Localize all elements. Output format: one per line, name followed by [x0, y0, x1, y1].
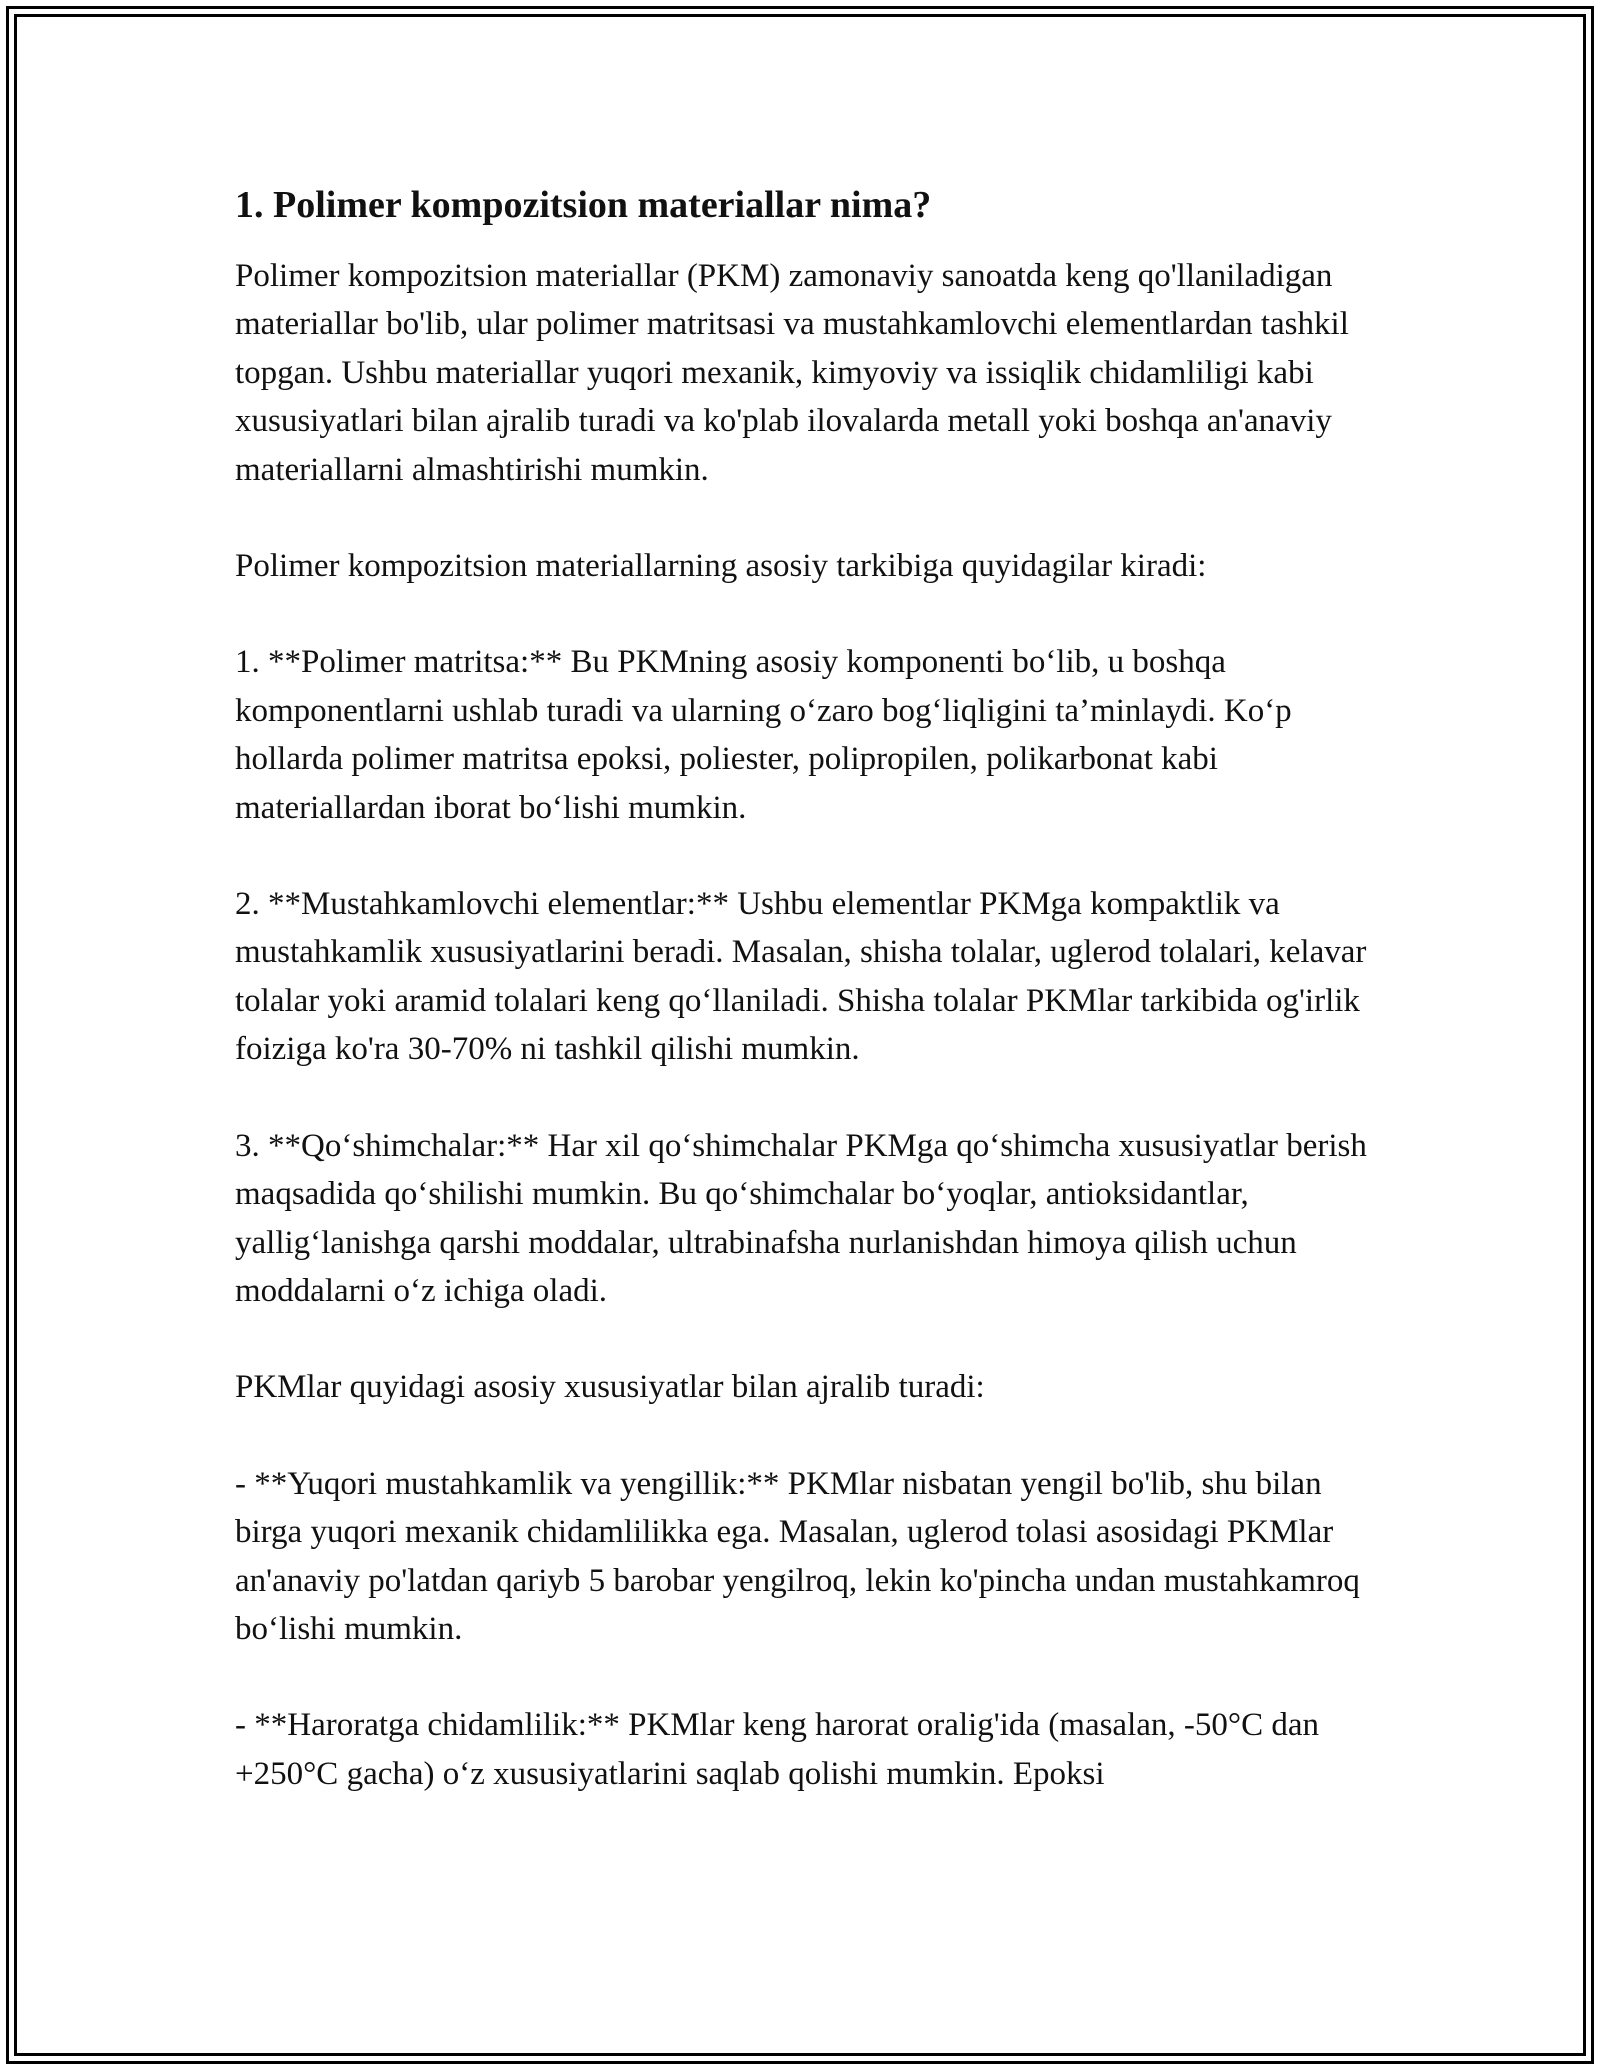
list-item-polymer-matrix: 1. **Polimer matritsa:** Bu PKMning asosiy komponenti bo‘lib, u boshqa komponentlarni ushlab turadi va ularning o‘zaro bog‘liqligini ta’minlaydi. Ko‘p hollarda polimer matritsa epoksi, poliester, polipropilen, polikarbonat kabi materiallardan iborat bo‘lishi mumkin. — [235, 644, 1292, 826]
list-item-strength-lightness: - **Yuqori mustahkamlik va yengillik:** PKMlar nisbatan yengil bo'lib, shu bilan birga yuqori mexanik chidamlilikka ega. Masalan, uglerod tolasi asosidagi PKMlar an'anaviy po'latdan qariyb 5 barobar yengilroq, lekin ko'pincha undan mustahkamroq bo‘lishi mumkin. — [235, 1465, 1360, 1647]
section-heading: 1. Polimer kompozitsion materiallar nima? — [235, 184, 932, 226]
paragraph-properties-lead: PKMlar quyidagi asosiy xususiyatlar bilan ajralib turadi: — [235, 1369, 985, 1406]
list-item-heat-resistance: - **Haroratga chidamlilik:** PKMlar keng harorat oralig'ida (masalan, -50°C dan +250°C gacha) o‘z xususiyatlarini saqlab qolishi mumkin. Epoksi — [235, 1707, 1319, 1792]
document-body — [235, 180, 1370, 1846]
paragraph-intro: Polimer kompozitsion materiallar (PKM) zamonaviy sanoatda keng qo'llaniladigan materiallar bo'lib, ular polimer matritsasi va mustahkamlovchi elementlardan tashkil topgan. Ushbu materiallar yuqori mexanik, kimyoviy va issiqlik chidamliligi kabi xususiyatlari bilan ajralib turadi va ko'plab ilovalarda metall yoki boshqa an'anaviy materiallarni almashtirishi mumkin. — [235, 258, 1349, 488]
paragraph-composition-lead: Polimer kompozitsion materiallarning asosiy tarkibiga quyidagilar kiradi: — [235, 548, 1207, 585]
list-item-additives: 3. **Qo‘shimchalar:** Har xil qo‘shimchalar PKMga qo‘shimcha xususiyatlar berish maqsadida qo‘shilishi mumkin. Bu qo‘shimchalar bo‘yoqlar, antioksidantlar, yallig‘lanishga qarshi moddalar, ultrabinafsha nurlanishdan himoya qilish uchun moddalarni o‘z ichiga oladi. — [235, 1127, 1367, 1309]
list-item-reinforcing-elements: 2. **Mustahkamlovchi elementlar:** Ushbu elementlar PKMga kompaktlik va mustahkamlik xususiyatlarini beradi. Masalan, shisha tolalar, uglerod tolalari, kelavar tolalar yoki aramid tolalari keng qo‘llaniladi. Shisha tolalar PKMlar tarkibida og'irlik foiziga ko'ra 30-70% ni tashkil qilishi mumkin. — [235, 886, 1367, 1068]
